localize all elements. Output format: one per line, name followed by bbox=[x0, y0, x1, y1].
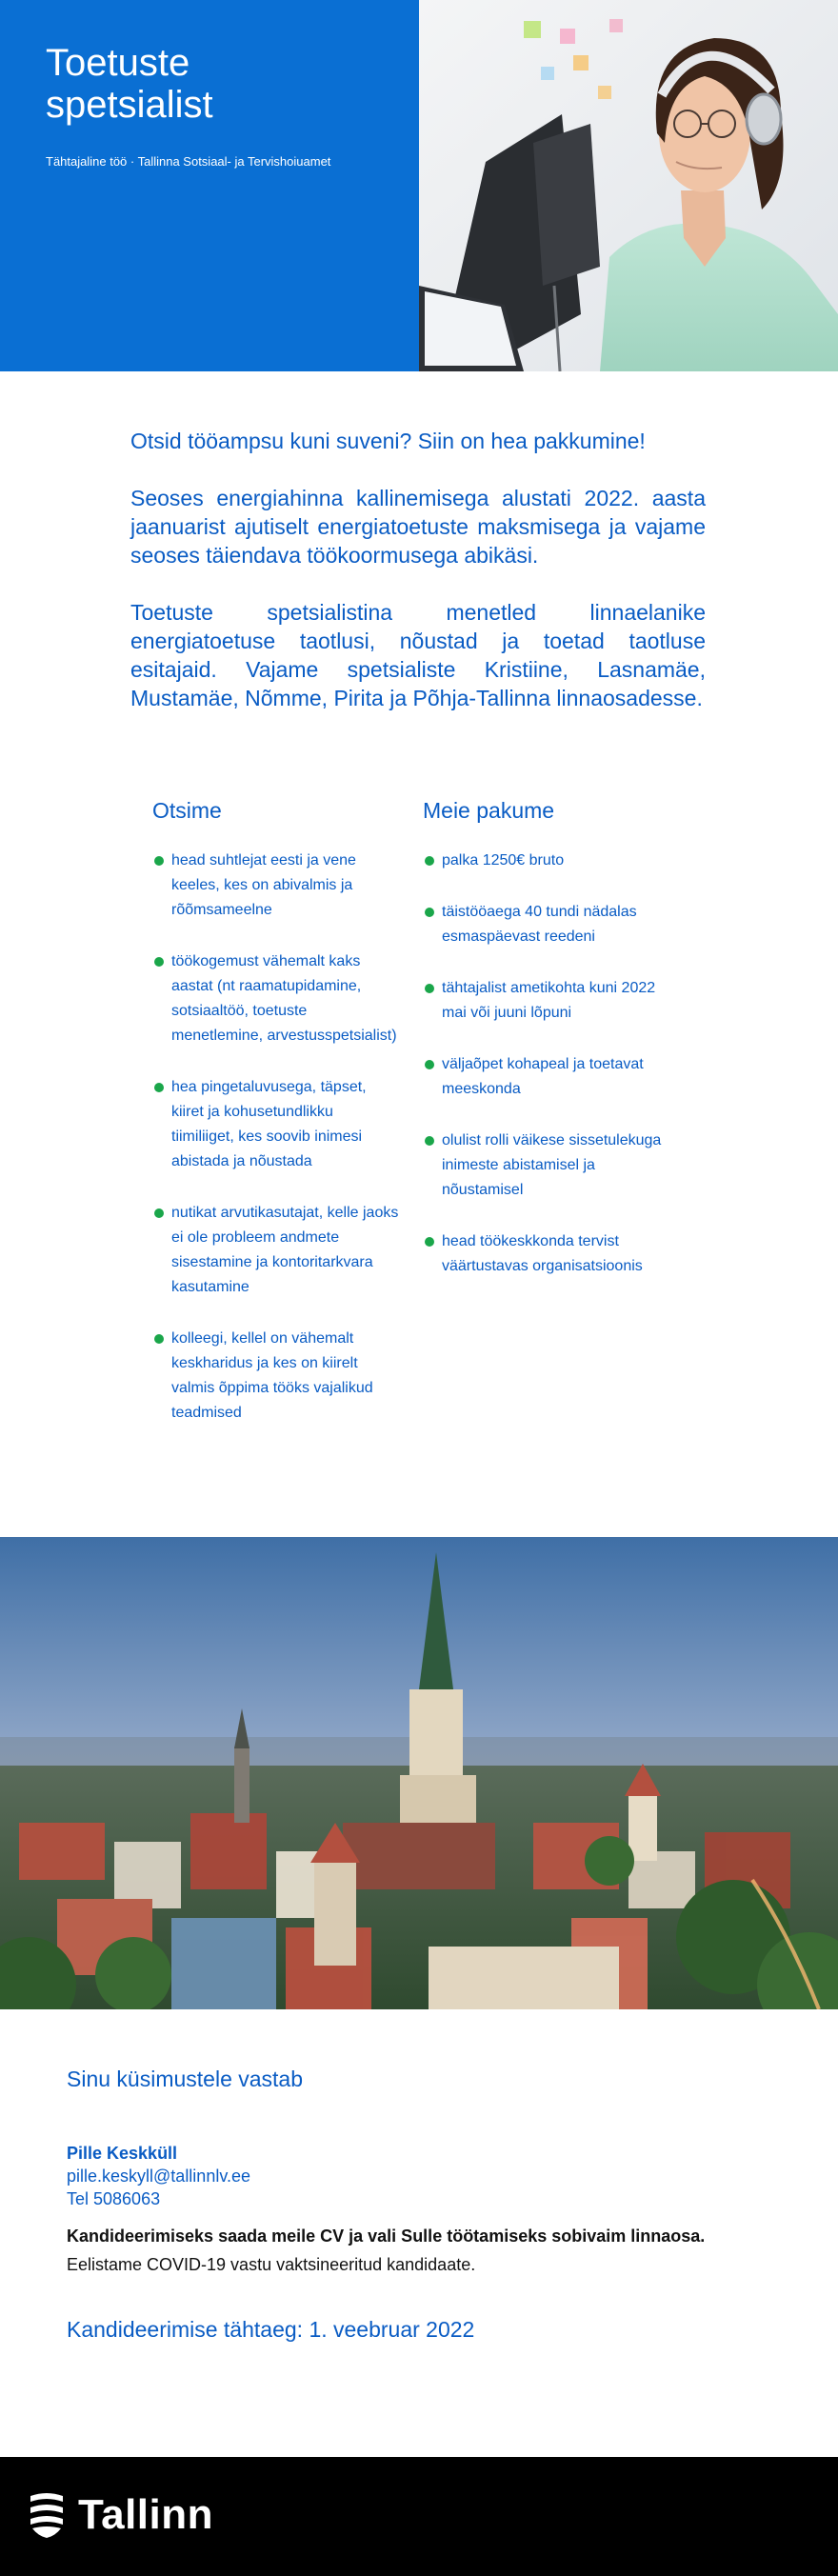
seeking-heading: Otsime bbox=[152, 798, 222, 823]
list-item: nutikat arvutikasutajat, kelle jaoks ei ole probleem andmete sisestamine ja kontoritarkvara kasutamine bbox=[152, 1201, 400, 1300]
bullet-dot-icon bbox=[425, 908, 434, 917]
intro-lead: Otsid tööampsu kuni suveni? Siin on hea pakkumine! bbox=[130, 429, 646, 453]
hero-photo-woman-headset bbox=[419, 0, 838, 371]
bullet-dot-icon bbox=[425, 1136, 434, 1146]
seeking-list bbox=[152, 849, 400, 1426]
tallinn-crest-icon bbox=[29, 2492, 65, 2538]
contact-section bbox=[67, 2067, 771, 2343]
hero-subtitle: Tähtajaline töö · Tallinna Sotsiaal- ja Tervishoiuamet bbox=[46, 154, 331, 169]
list-item: hea pingetaluvusega, täpset, kiiret ja kohusetundlikku tiimiliiget, kes soovib inimesi abistada ja nõustada bbox=[152, 1075, 400, 1174]
page-title bbox=[46, 42, 373, 126]
bullet-dot-icon bbox=[425, 1237, 434, 1247]
vaccination-note: Eelistame COVID-19 vastu vaktsineeritud kandidaate. bbox=[67, 2255, 476, 2274]
intro-paragraph-2: Toetuste spetsialistina menetled linnaelanike energiatoetuse taotlusi, nõustad ja toetad taotluse esitajaid. Vajame spetsialiste Kristiine, Lasnamäe, Mustamäe, Nõmme, Pirita ja Põhja-Tallinna linnaosadesse. bbox=[130, 600, 706, 710]
bullet-dot-icon bbox=[154, 856, 164, 866]
logo-text: Tallinn bbox=[78, 2491, 214, 2538]
hero-banner bbox=[0, 0, 838, 371]
intro-section bbox=[130, 427, 706, 712]
tallinn-logo[interactable] bbox=[29, 2491, 213, 2539]
hero-photo-illustration bbox=[419, 0, 838, 371]
application-deadline: Kandideerimise tähtaeg: 1. veebruar 2022 bbox=[67, 2317, 475, 2342]
title-line-2: spetsialist bbox=[46, 84, 213, 126]
contact-email-link[interactable]: pille.keskyll@tallinnlv.ee bbox=[67, 2167, 251, 2186]
list-item: head suhtlejat eesti ja vene keeles, kes on abivalmis ja rõõmsameelne bbox=[152, 849, 400, 923]
city-photo-illustration bbox=[0, 1537, 838, 2009]
list-item: kolleegi, kellel on vähemalt keskharidus ja kes on kiirelt valmis õppima tööks vajalikud teadmised bbox=[152, 1327, 400, 1426]
footer bbox=[0, 2457, 838, 2576]
hero-text-panel bbox=[0, 0, 419, 371]
offer-heading: Meie pakume bbox=[423, 798, 555, 823]
tallinn-old-town-photo bbox=[0, 1537, 838, 2009]
apply-instructions: Kandideerimiseks saada meile CV ja vali Sulle töötamiseks sobivaim linnaosa. bbox=[67, 2227, 706, 2246]
list-item: väljaõpet kohapeal ja toetavat meeskonda bbox=[423, 1052, 680, 1102]
intro-paragraph-1: Seoses energiahinna kallinemisega alustati 2022. aasta jaanuarist ajutiselt energiatoetuste maksmisega ja vajame seoses täiendava töökoormusega abikäsi. bbox=[130, 486, 706, 568]
bullet-dot-icon bbox=[154, 1083, 164, 1092]
list-item: täistööaega 40 tundi nädalas esmaspäevast reedeni bbox=[423, 900, 680, 949]
bullet-dot-icon bbox=[154, 957, 164, 967]
offer-column bbox=[423, 798, 680, 1306]
bullet-dot-icon bbox=[425, 1060, 434, 1069]
bullet-dot-icon bbox=[425, 984, 434, 993]
bullet-dot-icon bbox=[154, 1334, 164, 1344]
contact-heading: Sinu küsimustele vastab bbox=[67, 2067, 304, 2091]
contact-name: Pille Keskküll bbox=[67, 2144, 178, 2163]
bullet-dot-icon bbox=[154, 1208, 164, 1218]
seeking-column bbox=[152, 798, 400, 1452]
bullet-dot-icon bbox=[425, 856, 434, 866]
title-line-1: Toetuste bbox=[46, 42, 190, 84]
list-item: töökogemust vähemalt kaks aastat (nt raamatupidamine, sotsiaaltöö, toetuste menetlemine, arvestusspetsialist) bbox=[152, 949, 400, 1048]
list-item: head töökeskkonda tervist väärtustavas organisatsioonis bbox=[423, 1229, 680, 1279]
list-item: palka 1250€ bruto bbox=[423, 849, 680, 873]
list-item: tähtajalist ametikohta kuni 2022 mai või juuni lõpuni bbox=[423, 976, 680, 1026]
contact-phone: Tel 5086063 bbox=[67, 2189, 161, 2208]
list-item: olulist rolli väikese sissetulekuga inimeste abistamisel ja nõustamisel bbox=[423, 1128, 680, 1203]
offer-list bbox=[423, 849, 680, 1279]
